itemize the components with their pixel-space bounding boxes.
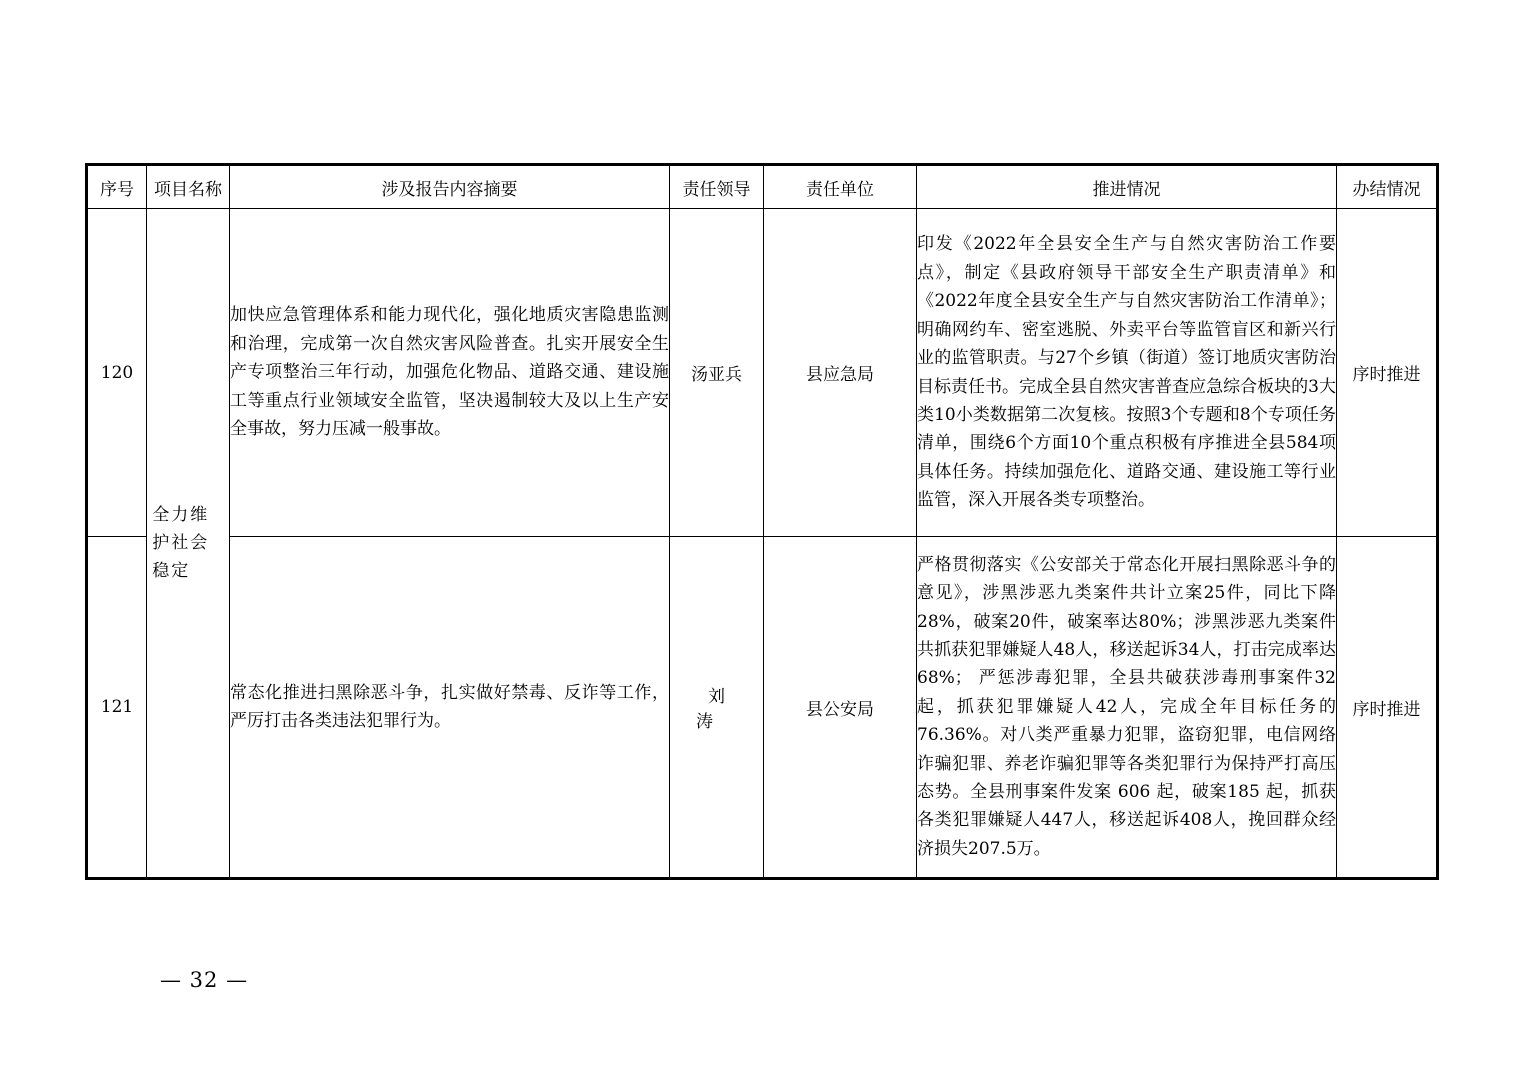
- row-status: 序时推进: [1337, 209, 1438, 537]
- row-status: 序时推进: [1337, 537, 1438, 879]
- row-unit: 县应急局: [764, 209, 917, 537]
- header-leader: 责任领导: [670, 165, 764, 209]
- project-name-text: 全力维护社会稳定: [152, 505, 210, 581]
- table-row: [87, 209, 1438, 537]
- row-seq: 120: [87, 209, 147, 537]
- project-name: [147, 209, 230, 879]
- header-status: 办结情况: [1337, 165, 1438, 209]
- row-seq: 121: [87, 537, 147, 879]
- row-leader-text: 刘涛: [696, 687, 749, 732]
- header-unit: 责任单位: [764, 165, 917, 209]
- row-summary: 加快应急管理体系和能力现代化，强化地质灾害隐患监测和治理，完成第一次自然灾害风险普查。扎实开展安全生产专项整治三年行动，加强危化物品、道路交通、建设施工等重点行业领域安全监管，坚决遏制较大及以上生产安全事故，努力压减一般事故。: [230, 209, 670, 537]
- row-progress: 印发《2022年全县安全生产与自然灾害防治工作要点》，制定《县政府领导干部安全生产职责清单》和《2022年度全县安全生产与自然灾害防治工作清单》；明确网约车、密室逃脱、外卖平台等监管盲区和新兴行业的监管职责。与27个乡镇（街道）签订地质灾害防治目标责任书。完成全县自然灾害普查应急综合板块的3大类10小类数据第二次复核。按照3个专题和8个专项任务清单，围绕6个方面10个重点积极有序推进全县584项具体任务。持续加强危化、道路交通、建设施工等行业监管，深入开展各类专项整治。: [917, 209, 1337, 537]
- header-seq: 序号: [87, 165, 147, 209]
- header-progress: 推进情况: [917, 165, 1337, 209]
- table-row: [87, 537, 1438, 879]
- row-leader: [670, 537, 764, 879]
- progress-table: [85, 163, 1439, 880]
- row-summary: 常态化推进扫黑除恶斗争，扎实做好禁毒、反诈等工作，严厉打击各类违法犯罪行为。: [230, 537, 670, 879]
- page-number: — 32 —: [160, 968, 249, 992]
- header-summary: 涉及报告内容摘要: [230, 165, 670, 209]
- header-project: 项目名称: [147, 165, 230, 209]
- row-progress: 严格贯彻落实《公安部关于常态化开展扫黑除恶斗争的意见》，涉黑涉恶九类案件共计立案25件，同比下降28%，破案20件，破案率达80%；涉黑涉恶九类案件共抓获犯罪嫌疑人48人，移送起诉34人，打击完成率达68%； 严惩涉毒犯罪，全县共破获涉毒刑事案件32起，抓获犯罪嫌疑人42人，完成全年目标任务的76.36%。对八类严重暴力犯罪，盗窃犯罪，电信网络诈骗犯罪、养老诈骗犯罪等各类犯罪行为保持严打高压态势。全县刑事案件发案 606 起，破案185 起，抓获各类犯罪嫌疑人447人，移送起诉408人，挽回群众经济损失207.5万。: [917, 537, 1337, 879]
- table-header-row: [87, 165, 1438, 209]
- row-leader: 汤亚兵: [670, 209, 764, 537]
- row-unit: 县公安局: [764, 537, 917, 879]
